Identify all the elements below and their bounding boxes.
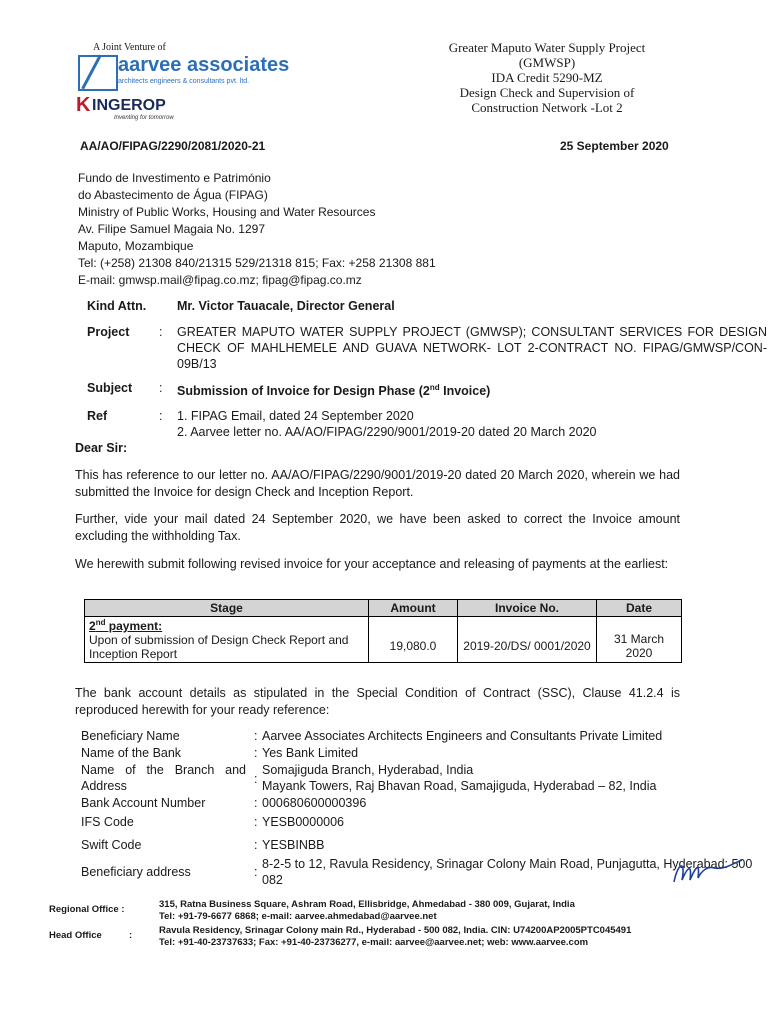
project-value: GREATER MAPUTO WATER SUPPLY PROJECT (GMWSP); CONSULTANT SERVICES FOR DESIGN CHECK OF MAHLHEMELE AND GUAVA NETWORK- LOT 2-CONTRACT NO. FIPAG/GMWSP/CON-09B/13 [177,325,767,371]
address-line: E-mail: gmwsp.mail@fipag.co.mz; fipag@fipag.co.mz [78,273,362,287]
bank-label: Beneficiary Name [81,729,180,743]
subject-superscript: nd [429,383,440,392]
amount-cell: 19,080.0 [369,617,458,663]
colon: : [159,325,163,339]
project-header [412,40,682,115]
colon: : [254,729,258,743]
joint-venture-label: A Joint Venture of [93,42,166,53]
column-header: Amount [369,600,458,617]
colon: : [254,772,258,786]
head-office-address [159,925,631,949]
footer-line: Ravula Residency, Srinagar Colony main Rd., Hyderabad - 500 082, India. CIN: U74200AP2005PTC045491 [159,925,632,936]
column-header: Stage [85,600,369,617]
bank-label: IFS Code [81,815,134,829]
salutation: Dear Sir: [75,441,128,455]
colon: : [254,796,258,810]
bank-value: 000680600000396 [262,796,367,810]
bank-label: Beneficiary address [81,865,191,879]
signature-mark [668,852,748,892]
invoice-no-cell: 2019-20/DS/ 0001/2020 [458,617,597,663]
kingerop-name: INGEROP [92,97,166,114]
subject-text-end: Invoice) [439,384,491,399]
letter-date: 25 September 2020 [560,139,669,153]
footer-line: Tel: +91-79-6677 6868; e-mail: aarvee.ahmedabad@aarvee.net [159,911,437,922]
paragraph-1: This has reference to our letter no. AA/AO/FIPAG/2290/9001/2019-20 dated 20 March 2020, wherein we had submitted the Invoice for design Check and Inception Report. [75,468,680,499]
subject-value [177,380,767,399]
colon: : [254,865,258,879]
colon: : [254,746,258,760]
bank-label: Name of the Branch and Address [81,763,246,793]
date-cell: 31 March 2020 [597,617,682,663]
address-line: Fundo de Investimento e Património [78,171,271,185]
bank-value: Somajiguda Branch, Hyderabad, India Mayank Towers, Raj Bhavan Road, Samajiguda, Hyderabad – 82, India [262,763,657,793]
kingerop-tagline: Inventing for tomorrow [114,115,174,121]
kind-attn-label: Kind Attn. [87,299,147,313]
paragraph-4: The bank account details as stipulated in the Special Condition of Contract (SSC), Clause 41.2.4 is reproduced herewith for your ready reference: [75,686,680,717]
ref-values [177,408,767,440]
reference-number: AA/AO/FIPAG/2290/2081/2020-21 [80,139,266,153]
footer-line: 315, Ratna Business Square, Ashram Road, Ellisbridge, Ahmedabad - 380 009, Gujarat, India [159,899,575,910]
column-header: Date [597,600,682,617]
addressee-block [78,170,436,289]
project-line: Design Check and Supervision of [459,85,635,100]
stage-heading-num: 2 [89,619,96,633]
brand-name: aarvee associates [118,54,290,76]
ref-line: 1. FIPAG Email, dated 24 September 2020 [177,409,414,423]
subject-label: Subject [87,381,133,395]
stage-description: Upon of submission of Design Check Report and Inception Report [89,633,349,661]
bank-value: Yes Bank Limited [262,746,359,760]
regional-office-label: Regional Office : [49,904,125,915]
colon: : [159,409,163,423]
address-line: Ministry of Public Works, Housing and Water Resources [78,205,376,219]
colon: : [129,930,133,941]
project-label: Project [87,325,130,339]
bank-value: YESBINBB [262,838,325,852]
subject-text: Submission of Invoice for Design Phase (2 [177,384,430,399]
ref-label: Ref [87,409,108,423]
project-line: (GMWSP) [518,55,576,70]
project-line: Greater Maputo Water Supply Project [448,40,646,55]
head-office-label: Head Office [49,930,102,941]
bank-label: Swift Code [81,838,142,852]
address-line: Maputo, Mozambique [78,239,194,253]
stage-cell [85,617,369,663]
bank-label: Name of the Bank [81,746,182,760]
stage-heading-rest: payment: [105,619,163,633]
project-line: IDA Credit 5290-MZ [491,70,603,85]
paragraph-3: We herewith submit following revised invoice for your acceptance and releasing of payments at the earliest: [75,557,669,571]
footer-line: Tel: +91-40-23737633; Fax: +91-40-23736277, e-mail: aarvee@aarvee.net; web: www.aarvee.com [159,937,589,948]
address-line: Tel: (+258) 21308 840/21315 529/21318 815; Fax: +258 21308 881 [78,256,436,270]
stage-heading [89,618,364,633]
colon: : [159,381,163,395]
address-line: Av. Filipe Samuel Magaia No. 1297 [78,222,265,236]
table-header-row [85,600,682,617]
address-line: do Abastecimento de Água (FIPAG) [78,188,268,202]
bank-value: 8-2-5 to 12, Ravula Residency, Srinagar Colony Main Road, Punjagutta, Hyderabad: 500 082 [262,857,753,887]
aarvee-logo-icon [78,55,118,91]
stage-heading-sup: nd [95,618,106,627]
invoice-table [84,599,682,663]
regional-office-address [159,899,575,923]
paragraph-2: Further, vide your mail dated 24 September 2020, we have been asked to correct the Invoice amount excluding the withholding Tax. [75,512,680,543]
project-line: Construction Network -Lot 2 [471,100,623,115]
colon: : [254,838,258,852]
colon: : [254,815,258,829]
bank-value: Aarvee Associates Architects Engineers and Consultants Private Limited [262,729,663,743]
table-row [85,617,682,663]
column-header: Invoice No. [458,600,597,617]
bank-label: Bank Account Number [81,796,206,810]
kingerop-k-logo: K [76,94,91,116]
brand-tagline: architects engineers & consultants pvt. ltd. [118,78,250,85]
bank-value: YESB0000006 [262,815,345,829]
ref-line: 2. Aarvee letter no. AA/AO/FIPAG/2290/9001/2019-20 dated 20 March 2020 [177,425,597,439]
kind-attn-value: Mr. Victor Tauacale, Director General [177,299,395,313]
